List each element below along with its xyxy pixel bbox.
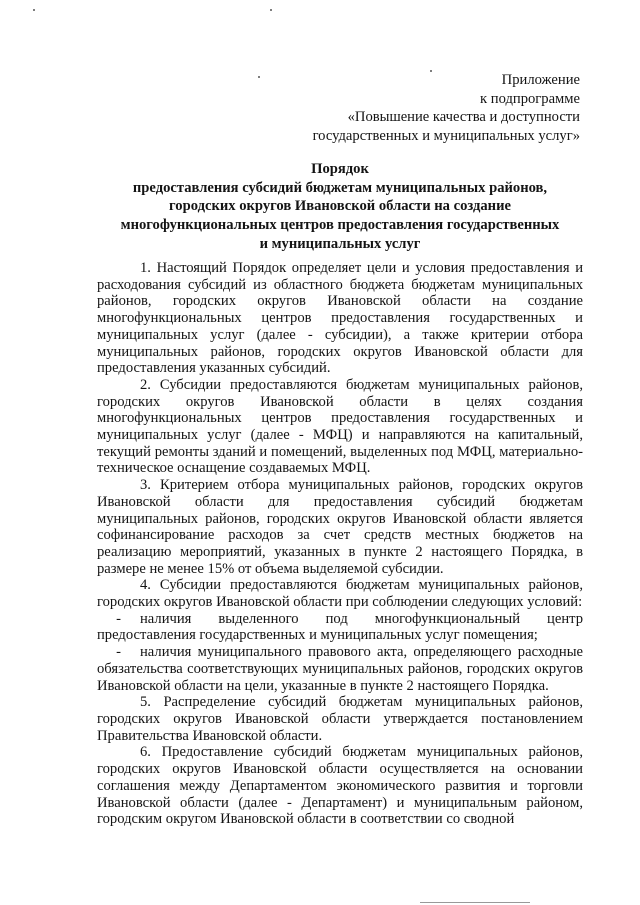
paragraph-4: 4. Субсидии предоставляются бюджетам муниципальных районов, городских округов Ивановской области при соблюдении следующих условий: [97,577,583,611]
title-line-5: и муниципальных услуг [259,235,421,252]
condition-text-1: наличия выделенного под многофункциональный центр предоставления государственных и муниципальных услуг помещения; [97,610,583,644]
appendix-line-3: «Повышение качества и доступности [347,109,580,126]
title-line-4: многофункциональных центров предоставления государственных [120,217,560,234]
scan-speck [270,9,272,11]
title-line-2: предоставления субсидий бюджетам муниципальных районов, [132,179,548,196]
paragraph-6: 6. Предоставление субсидий бюджетам муниципальных районов, городских округов Ивановской области осуществляется на основании соглашения между Департаментом экономического развития и торговли Ивановской области (далее - Департамент) и муниципальным районом, городским округом Ивановской области в соответствии со сводной [97,744,583,828]
scan-speck [258,76,260,78]
scan-speck [430,70,432,72]
document-body [97,260,583,828]
appendix-line-2: к подпрограмме [480,90,580,107]
scan-edge-line [420,902,530,903]
dash-marker: - [116,644,121,661]
condition-text-2: наличия муниципального правового акта, определяющего расходные обязательства соответствующих муниципальных районов, городских округов Ивановской области на цели, указанные в пункте 2 настоящего Порядка. [97,644,583,694]
paragraph-1: 1. Настоящий Порядок определяет цели и условия предоставления и расходования субсидий из областного бюджета бюджетам муниципальных районов, городских округов Ивановской области на создание многофункциональных центров предоставления государственных и муниципальных услуг (далее - субсидии), а также критерии отбора муниципальных районов, городских округов Ивановской области для предоставления указанных субсидий. [97,260,583,377]
condition-item-2 [97,644,583,694]
appendix-header [313,71,580,145]
condition-item-1 [97,611,583,644]
appendix-line-1: Приложение [501,72,580,88]
appendix-line-4: государственных и муниципальных услуг» [312,127,580,144]
paragraph-3: 3. Критерием отбора муниципальных районов, городских округов Ивановской области для предоставления субсидий бюджетам муниципальных районов, городских округов Ивановской области является софинансирование расходов за счет средств местных бюджетов на реализацию мероприятий, указанных в пункте 2 настоящего Порядка, в размере не менее 15% от объема выделяемой субсидии. [97,477,583,577]
document-title [90,160,590,254]
paragraph-2: 2. Субсидии предоставляются бюджетам муниципальных районов, городских округов Ивановской области в целях создания многофункциональных центров предоставления государственных и муниципальных услуг (далее - МФЦ) и направляются на капитальный, текущий ремонты зданий и помещений, выделенных под МФЦ, материально-техническое оснащение создаваемых МФЦ. [97,376,583,477]
dash-marker: - [116,610,121,627]
scan-speck [33,9,35,11]
title-line-3: городских округов Ивановской области на создание [169,198,511,215]
title-line-1: Порядок [311,161,369,177]
paragraph-5: 5. Распределение субсидий бюджетам муниципальных районов, городских округов Ивановской области утверждается постановлением Правительства Ивановской области. [97,694,583,744]
